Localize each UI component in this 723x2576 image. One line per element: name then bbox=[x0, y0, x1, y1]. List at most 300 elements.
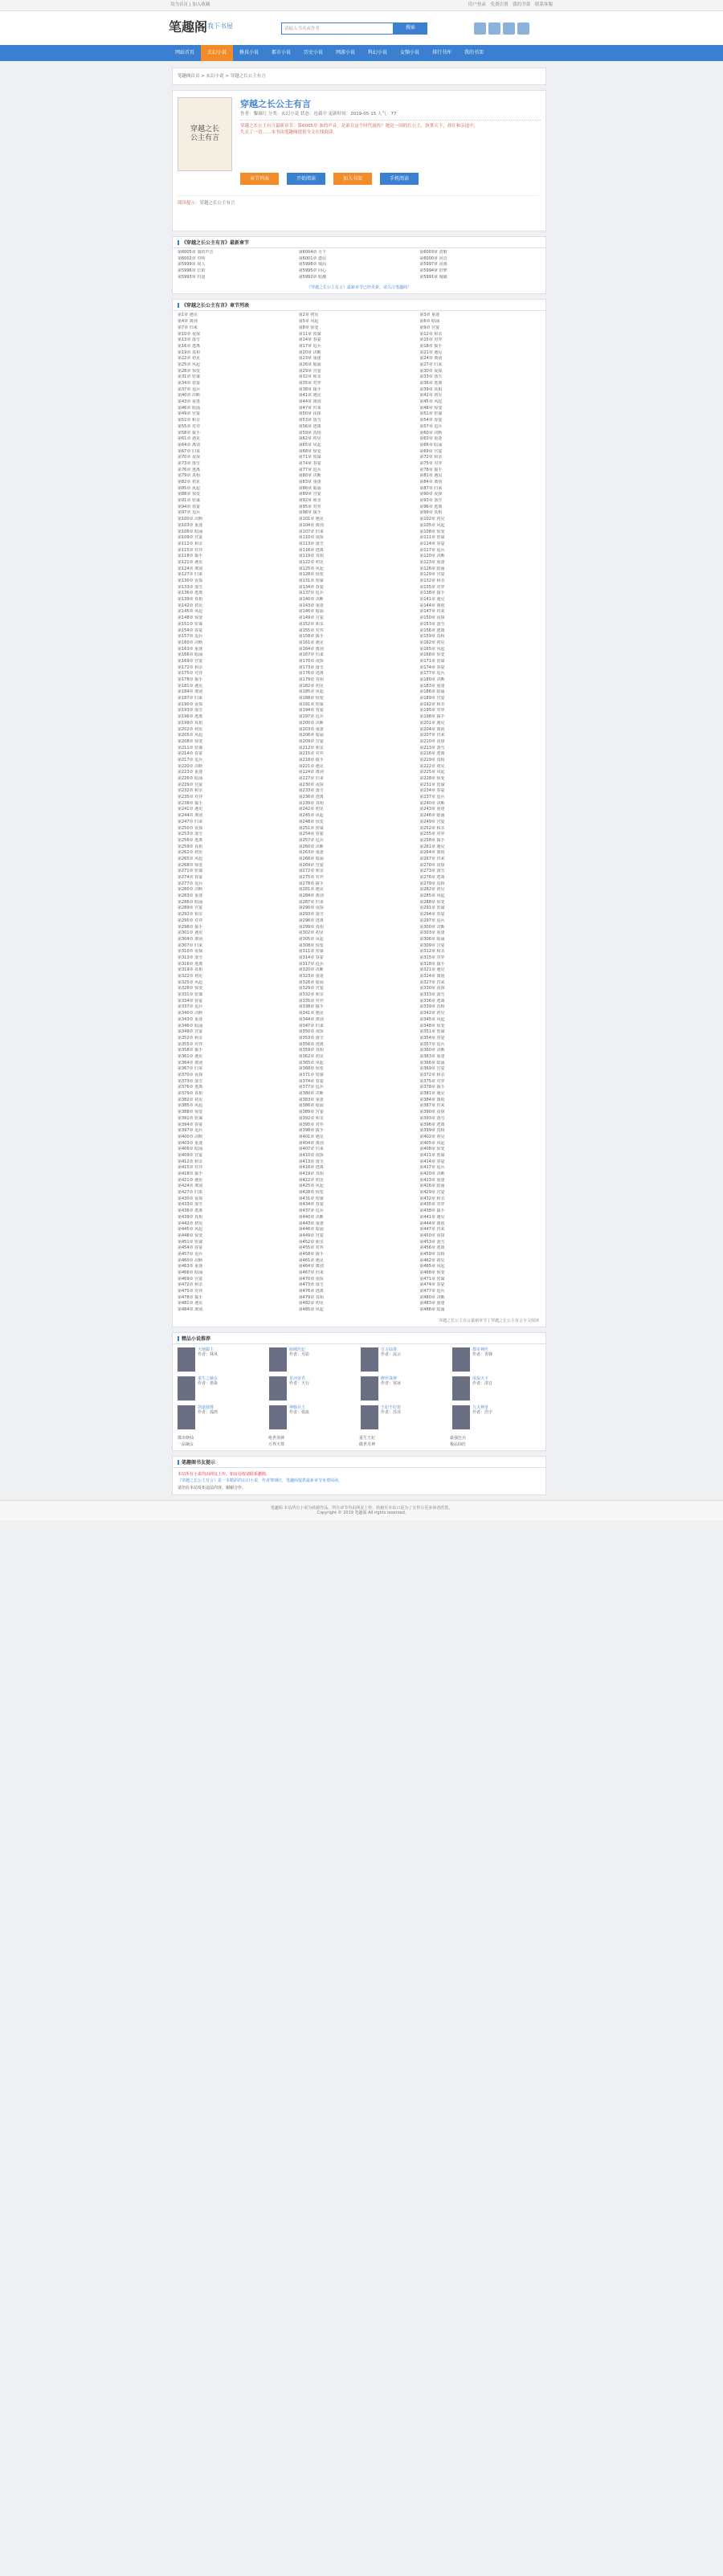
chapter-link[interactable]: 第126章 暗涌 bbox=[419, 566, 445, 571]
chapter-link[interactable]: 第188章 惊变 bbox=[298, 696, 324, 701]
chapter-link[interactable]: 第185章 风起 bbox=[298, 689, 324, 695]
chapter-link[interactable]: 第306章 暗涌 bbox=[419, 936, 445, 942]
chapter-link[interactable]: 第268章 惊变 bbox=[178, 862, 203, 868]
more-link[interactable]: 傲世丹神 bbox=[359, 1441, 376, 1447]
chapter-link[interactable]: 第5995章 问心 bbox=[298, 268, 326, 274]
chapter-link[interactable]: 第107章 归来 bbox=[298, 529, 324, 534]
chapter-link[interactable]: 第61章 遇见 bbox=[178, 436, 200, 442]
chapter-link[interactable]: 第463章 重逢 bbox=[178, 1264, 203, 1270]
chapter-link[interactable]: 第153章 落雪 bbox=[419, 621, 445, 627]
chapter-link[interactable]: 第226章 暗涌 bbox=[178, 776, 203, 781]
recommend-cover[interactable] bbox=[452, 1376, 470, 1400]
chapter-link[interactable]: 第222章 初见 bbox=[419, 763, 445, 769]
chapter-link[interactable]: 第71章 密谋 bbox=[298, 455, 321, 460]
chapter-link[interactable]: 第21章 遇见 bbox=[419, 350, 443, 355]
chapter-link[interactable]: 第137章 追兵 bbox=[298, 591, 324, 596]
chapter-link[interactable]: 第6002章 对峙 bbox=[178, 256, 206, 261]
chapter-link[interactable]: 第176章 逃离 bbox=[298, 671, 324, 677]
chapter-link[interactable]: 第28章 惊变 bbox=[178, 368, 200, 374]
chapter-link[interactable]: 第59章 真相 bbox=[298, 430, 321, 435]
chapter-link[interactable]: 第292章 和亲 bbox=[178, 912, 203, 918]
chapter-link[interactable]: 第407章 归来 bbox=[298, 1147, 324, 1152]
chapter-link[interactable]: 第238章 援手 bbox=[178, 800, 203, 806]
chapter-link[interactable]: 第20章 决断 bbox=[298, 350, 321, 355]
chapter-link[interactable]: 第91章 密谋 bbox=[178, 498, 200, 504]
chapter-link[interactable]: 第198章 援手 bbox=[419, 714, 445, 720]
more-link[interactable]: 最强狂兵 bbox=[450, 1435, 467, 1441]
chapter-link[interactable]: 第195章 对弈 bbox=[419, 708, 445, 714]
chapter-link[interactable]: 第389章 宫宴 bbox=[298, 1110, 324, 1115]
chapter-link[interactable]: 第172章 和亲 bbox=[178, 664, 203, 670]
nav-item[interactable]: 历史小说 bbox=[303, 50, 323, 55]
chapter-link[interactable]: 第482章 初见 bbox=[298, 1301, 324, 1306]
chapter-link[interactable]: 第16章 逃离 bbox=[178, 343, 200, 349]
chapter-link[interactable]: 第304章 离别 bbox=[178, 936, 203, 942]
chapter-link[interactable]: 第15章 对弈 bbox=[419, 337, 443, 343]
chapter-link[interactable]: 第242章 初见 bbox=[298, 807, 324, 812]
chapter-link[interactable]: 第180章 决断 bbox=[419, 677, 445, 682]
chapter-link[interactable]: 第127章 归来 bbox=[178, 572, 203, 578]
chapter-link[interactable]: 第451章 密谋 bbox=[178, 1239, 203, 1245]
chapter-link[interactable]: 第278章 援手 bbox=[298, 881, 324, 886]
chapter-link[interactable]: 第45章 风起 bbox=[419, 399, 443, 405]
chapter-link[interactable]: 第300章 决断 bbox=[419, 924, 445, 930]
chapter-link[interactable]: 第189章 宫宴 bbox=[419, 696, 445, 701]
chapter-list-button[interactable]: 章节列表 bbox=[240, 173, 279, 185]
chapter-link[interactable]: 第424章 离别 bbox=[178, 1184, 203, 1189]
chapter-link[interactable]: 第27章 归来 bbox=[419, 362, 443, 367]
chapter-link[interactable]: 第6005章 血的声音 bbox=[178, 250, 214, 255]
chapter-link[interactable]: 第48章 惊变 bbox=[419, 405, 443, 411]
chapter-link[interactable]: 第480章 决断 bbox=[419, 1294, 445, 1300]
chapter-link[interactable]: 第260章 决断 bbox=[298, 844, 324, 849]
weibo-icon[interactable] bbox=[474, 22, 486, 35]
chapter-link[interactable]: 第341章 遇见 bbox=[298, 1011, 324, 1016]
chapter-link[interactable]: 第96章 逃离 bbox=[419, 504, 443, 509]
chapter-link[interactable]: 第8章 惊变 bbox=[298, 325, 319, 330]
chapter-link[interactable]: 第385章 风起 bbox=[178, 1103, 203, 1109]
chapter-link[interactable]: 第378章 援手 bbox=[419, 1085, 445, 1090]
chapter-link[interactable]: 第174章 春宴 bbox=[419, 664, 445, 670]
chapter-link[interactable]: 第13章 落雪 bbox=[178, 337, 200, 343]
chapter-link[interactable]: 第359章 真相 bbox=[298, 1048, 324, 1053]
chapter-link[interactable]: 第219章 真相 bbox=[419, 757, 445, 763]
chapter-link[interactable]: 第255章 对弈 bbox=[419, 832, 445, 837]
chapter-link[interactable]: 第476章 逃离 bbox=[298, 1289, 324, 1294]
chapter-link[interactable]: 第86章 暗涌 bbox=[298, 485, 321, 491]
chapter-link[interactable]: 第75章 对弈 bbox=[419, 460, 443, 466]
chapter-link[interactable]: 第194章 春宴 bbox=[298, 708, 324, 714]
chapter-link[interactable]: 第418章 援手 bbox=[178, 1171, 203, 1176]
more-link[interactable]: 绝世剑神 bbox=[268, 1435, 285, 1441]
chapter-link[interactable]: 第375章 对弈 bbox=[419, 1078, 445, 1084]
chapter-link[interactable]: 第149章 宫宴 bbox=[298, 615, 324, 621]
chapter-link[interactable]: 第374章 春宴 bbox=[298, 1078, 324, 1084]
chapter-link[interactable]: 第438章 援手 bbox=[419, 1208, 445, 1214]
chapter-link[interactable]: 第191章 密谋 bbox=[298, 701, 324, 707]
add-bookshelf-button[interactable]: 加入书架 bbox=[333, 173, 372, 185]
chapter-link[interactable]: 第275章 对弈 bbox=[298, 875, 324, 880]
chapter-link[interactable]: 第317章 追兵 bbox=[298, 961, 324, 967]
chapter-link[interactable]: 第37章 追兵 bbox=[178, 386, 200, 392]
chapter-link[interactable]: 第366章 暗涌 bbox=[419, 1060, 445, 1065]
recommend-cover[interactable] bbox=[361, 1347, 378, 1372]
nav-item[interactable]: 网站首页 bbox=[174, 50, 194, 55]
chapter-link[interactable]: 第106章 暗涌 bbox=[178, 529, 203, 534]
chapter-link[interactable]: 第253章 落雪 bbox=[178, 832, 203, 837]
nav-item[interactable]: 排行书库 bbox=[431, 50, 451, 55]
chapter-link[interactable]: 第214章 春宴 bbox=[178, 751, 203, 757]
chapter-link[interactable]: 第322章 初见 bbox=[178, 974, 203, 979]
chapter-link[interactable]: 第358章 援手 bbox=[178, 1048, 203, 1053]
chapter-link[interactable]: 第441章 遇见 bbox=[419, 1214, 445, 1220]
chapter-link[interactable]: 第446章 暗涌 bbox=[298, 1227, 324, 1233]
chapter-link[interactable]: 第265章 风起 bbox=[178, 856, 203, 861]
chapter-link[interactable]: 第395章 对弈 bbox=[298, 1122, 324, 1127]
chapter-link[interactable]: 第152章 和亲 bbox=[298, 621, 324, 627]
chapter-link[interactable]: 第119章 真相 bbox=[298, 554, 324, 559]
chapter-link[interactable]: 第39章 真相 bbox=[419, 386, 443, 392]
chapter-link[interactable]: 第237章 追兵 bbox=[419, 795, 445, 800]
chapter-link[interactable]: 第110章 夜探 bbox=[298, 535, 324, 541]
chapter-link[interactable]: 第166章 暗涌 bbox=[178, 652, 203, 658]
chapter-link[interactable]: 第171章 密谋 bbox=[419, 658, 445, 664]
chapter-link[interactable]: 第165章 风起 bbox=[419, 646, 445, 652]
chapter-link[interactable]: 第30章 夜探 bbox=[419, 368, 443, 374]
chapter-link[interactable]: 第215章 对弈 bbox=[298, 751, 324, 757]
chapter-link[interactable]: 第68章 惊变 bbox=[298, 448, 321, 454]
chapter-link[interactable]: 第245章 风起 bbox=[298, 813, 324, 819]
recommend-item[interactable] bbox=[269, 1376, 357, 1400]
chapter-link[interactable]: 第475章 对弈 bbox=[178, 1289, 203, 1294]
chapter-link[interactable]: 第435章 对弈 bbox=[419, 1202, 445, 1208]
chapter-link[interactable]: 第7章 归来 bbox=[178, 325, 198, 330]
more-link[interactable]: 都市修仙 bbox=[178, 1435, 194, 1441]
chapter-link[interactable]: 第340章 决断 bbox=[178, 1011, 203, 1016]
chapter-link[interactable]: 第64章 离别 bbox=[178, 442, 200, 448]
chapter-link[interactable]: 第63章 重逢 bbox=[419, 436, 443, 442]
site-logo[interactable]: 笔趣阁 bbox=[169, 19, 208, 35]
chapter-link[interactable]: 第326章 暗涌 bbox=[298, 979, 324, 985]
chapter-link[interactable]: 第391章 密谋 bbox=[178, 1115, 203, 1121]
chapter-link[interactable]: 第364章 离别 bbox=[178, 1060, 203, 1065]
chapter-link[interactable]: 第324章 离别 bbox=[419, 974, 445, 979]
chapter-link[interactable]: 第396章 逃离 bbox=[419, 1122, 445, 1127]
chapter-link[interactable]: 第387章 归来 bbox=[419, 1103, 445, 1109]
chapter-link[interactable]: 第379章 真相 bbox=[178, 1091, 203, 1097]
chapter-link[interactable]: 第404章 离别 bbox=[298, 1140, 324, 1146]
chapter-link[interactable]: 第313章 落雪 bbox=[178, 955, 203, 960]
chapter-link[interactable]: 第371章 密谋 bbox=[298, 1073, 324, 1077]
chapter-link[interactable]: 第320章 决断 bbox=[298, 967, 324, 973]
chapter-link[interactable]: 第199章 真相 bbox=[178, 720, 203, 726]
recommend-item[interactable] bbox=[452, 1347, 541, 1372]
chapter-link[interactable]: 第281章 遇见 bbox=[298, 887, 324, 893]
chapter-link[interactable]: 第293章 落雪 bbox=[298, 912, 324, 918]
recommend-cover[interactable] bbox=[269, 1376, 287, 1400]
chapter-link[interactable]: 第216章 逃离 bbox=[419, 751, 445, 757]
chapter-link[interactable]: 第221章 遇见 bbox=[298, 763, 324, 769]
recommend-item[interactable] bbox=[178, 1376, 266, 1400]
chapter-link[interactable]: 第154章 春宴 bbox=[178, 628, 203, 633]
chapter-link[interactable]: 第55章 对弈 bbox=[178, 423, 200, 429]
chapter-link[interactable]: 第3章 重逢 bbox=[419, 313, 440, 318]
chapter-link[interactable]: 第453章 落雪 bbox=[419, 1239, 445, 1245]
top-left-links[interactable]: 设为首页 | 加入收藏 bbox=[170, 2, 210, 8]
chapter-link[interactable]: 第291章 密谋 bbox=[419, 906, 445, 911]
chapter-link[interactable]: 第244章 离别 bbox=[178, 813, 203, 819]
chapter-link[interactable]: 第316章 逃离 bbox=[178, 961, 203, 967]
more-link[interactable]: 万界天尊 bbox=[268, 1441, 285, 1447]
chapter-link[interactable]: 第151章 密谋 bbox=[178, 621, 203, 627]
chapter-link[interactable]: 第355章 对弈 bbox=[178, 1041, 203, 1047]
chapter-link[interactable]: 第158章 援手 bbox=[298, 634, 324, 640]
chapter-link[interactable]: 第139章 真相 bbox=[178, 597, 203, 603]
chapter-link[interactable]: 第272章 和亲 bbox=[298, 869, 324, 874]
chapter-link[interactable]: 第368章 惊变 bbox=[298, 1066, 324, 1072]
chapter-link[interactable]: 第399章 真相 bbox=[419, 1128, 445, 1134]
chapter-link[interactable]: 第112章 和亲 bbox=[178, 541, 203, 546]
chapter-link[interactable]: 第439章 真相 bbox=[178, 1214, 203, 1220]
chapter-link[interactable]: 第164章 离别 bbox=[298, 646, 324, 652]
chapter-link[interactable]: 第427章 归来 bbox=[178, 1190, 203, 1196]
search-button[interactable]: 搜索 bbox=[394, 22, 427, 35]
chapter-link[interactable]: 第76章 逃离 bbox=[178, 467, 200, 472]
chapter-link[interactable]: 第347章 归来 bbox=[298, 1023, 324, 1028]
chapter-link[interactable]: 第42章 初见 bbox=[419, 393, 443, 399]
chapter-link[interactable]: 第220章 决断 bbox=[178, 763, 203, 769]
chapter-link[interactable]: 第477章 追兵 bbox=[419, 1289, 445, 1294]
chapter-link[interactable]: 第333章 落雪 bbox=[419, 992, 445, 998]
chapter-link[interactable]: 第373章 落雪 bbox=[178, 1078, 203, 1084]
chapter-link[interactable]: 第123章 重逢 bbox=[419, 559, 445, 565]
chapter-link[interactable]: 第382章 初见 bbox=[178, 1097, 203, 1102]
chapter-link[interactable]: 第256章 逃离 bbox=[178, 837, 203, 843]
chapter-link[interactable]: 第155章 对弈 bbox=[298, 628, 324, 633]
chapter-link[interactable]: 第353章 落雪 bbox=[298, 1035, 324, 1041]
recommend-cover[interactable] bbox=[452, 1347, 470, 1372]
chapter-link[interactable]: 第142章 初见 bbox=[178, 603, 203, 608]
more-link[interactable]: 一品嫡女 bbox=[178, 1441, 194, 1447]
chapter-link[interactable]: 第146章 暗涌 bbox=[298, 609, 324, 615]
chapter-link[interactable]: 第205章 风起 bbox=[178, 733, 203, 738]
chapter-link[interactable]: 第70章 夜探 bbox=[178, 455, 200, 460]
chapter-link[interactable]: 第145章 风起 bbox=[178, 609, 203, 615]
recommend-item[interactable] bbox=[452, 1376, 541, 1400]
chapter-link[interactable]: 第168章 惊变 bbox=[419, 652, 445, 658]
chapter-link[interactable]: 第365章 风起 bbox=[298, 1060, 324, 1065]
chapter-link[interactable]: 第297章 追兵 bbox=[419, 918, 445, 923]
chapter-link[interactable]: 第352章 和亲 bbox=[178, 1035, 203, 1041]
chapter-link[interactable]: 第432章 和亲 bbox=[419, 1196, 445, 1201]
chapter-link[interactable]: 第10章 夜探 bbox=[178, 331, 200, 337]
chapter-link[interactable]: 第200章 决断 bbox=[298, 720, 324, 726]
chapter-link[interactable]: 第207章 归来 bbox=[419, 733, 445, 738]
nav-item[interactable]: 女频小说 bbox=[399, 50, 419, 55]
chapter-link[interactable]: 第323章 重逢 bbox=[298, 974, 324, 979]
chapter-link[interactable]: 第78章 援手 bbox=[419, 467, 443, 472]
chapter-link[interactable]: 第5992章 暗潮 bbox=[298, 274, 326, 280]
chapter-link[interactable]: 第419章 真相 bbox=[298, 1171, 324, 1176]
chapter-link[interactable]: 第148章 惊变 bbox=[178, 615, 203, 621]
chapter-link[interactable]: 第229章 宫宴 bbox=[178, 782, 203, 787]
chapter-link[interactable]: 第24章 离别 bbox=[419, 356, 443, 362]
chapter-link[interactable]: 第162章 初见 bbox=[419, 640, 445, 645]
chapter-link[interactable]: 第342章 初见 bbox=[419, 1011, 445, 1016]
chapter-link[interactable]: 第455章 对弈 bbox=[298, 1245, 324, 1251]
chapter-link[interactable]: 第94章 春宴 bbox=[178, 504, 200, 509]
chapter-link[interactable]: 第284章 离别 bbox=[298, 893, 324, 899]
chapter-link[interactable]: 第206章 暗涌 bbox=[298, 733, 324, 738]
chapter-link[interactable]: 第53章 落雪 bbox=[298, 418, 321, 423]
bookshelf-link[interactable]: 我的书架 bbox=[513, 2, 531, 8]
chapter-link[interactable]: 第298章 援手 bbox=[178, 924, 203, 930]
chapter-link[interactable]: 第186章 暗涌 bbox=[419, 689, 445, 695]
recommend-cover[interactable] bbox=[269, 1347, 287, 1372]
chapter-link[interactable]: 第117章 追兵 bbox=[419, 547, 445, 553]
chapter-link[interactable]: 第338章 援手 bbox=[298, 1004, 324, 1010]
chapter-link[interactable]: 第310章 夜探 bbox=[178, 949, 203, 955]
chapter-link[interactable]: 第357章 追兵 bbox=[419, 1041, 445, 1047]
chapter-link[interactable]: 第327章 归来 bbox=[419, 979, 445, 985]
chapter-link[interactable]: 第270章 夜探 bbox=[419, 862, 445, 868]
chapter-link[interactable]: 第43章 重逢 bbox=[178, 399, 200, 405]
chapter-link[interactable]: 第46章 暗涌 bbox=[178, 405, 200, 411]
chapter-link[interactable]: 第163章 重逢 bbox=[178, 646, 203, 652]
chapter-link[interactable]: 第405章 风起 bbox=[419, 1140, 445, 1146]
chapter-link[interactable]: 第159章 真相 bbox=[419, 634, 445, 640]
chapter-link[interactable]: 第230章 夜探 bbox=[298, 782, 324, 787]
chapter-link[interactable]: 第33章 落雪 bbox=[419, 374, 443, 380]
chapter-link[interactable]: 第29章 宫宴 bbox=[298, 368, 321, 374]
more-link[interactable]: 极品仙医 bbox=[450, 1441, 467, 1447]
chapter-link[interactable]: 第289章 宫宴 bbox=[178, 906, 203, 911]
chapter-link[interactable]: 第416章 逃离 bbox=[298, 1165, 324, 1171]
chapter-link[interactable]: 第5991章 城破 bbox=[419, 274, 447, 280]
chapter-link[interactable]: 第468章 惊变 bbox=[419, 1270, 445, 1275]
chapter-link[interactable]: 第361章 遇见 bbox=[178, 1053, 203, 1059]
chapter-link[interactable]: 第367章 归来 bbox=[178, 1066, 203, 1072]
nav-item[interactable]: 我的书架 bbox=[464, 50, 484, 55]
chapter-link[interactable]: 第187章 归来 bbox=[178, 696, 203, 701]
chapter-link[interactable]: 第458章 援手 bbox=[298, 1251, 324, 1257]
chapter-link[interactable]: 第325章 风起 bbox=[178, 979, 203, 985]
chapter-link[interactable]: 第135章 对弈 bbox=[419, 584, 445, 590]
contact-link[interactable]: 联系客服 bbox=[534, 2, 553, 8]
chapter-link[interactable]: 第486章 暗涌 bbox=[419, 1307, 445, 1313]
chapter-link[interactable]: 第2章 初见 bbox=[298, 313, 319, 318]
chapter-link[interactable]: 第177章 追兵 bbox=[419, 671, 445, 677]
chapter-link[interactable]: 第115章 对弈 bbox=[178, 547, 203, 553]
chapter-link[interactable]: 第210章 夜探 bbox=[419, 738, 445, 744]
chapter-link[interactable]: 第82章 初见 bbox=[178, 480, 200, 485]
chapter-link[interactable]: 第339章 真相 bbox=[419, 1004, 445, 1010]
chapter-link[interactable]: 第128章 惊变 bbox=[298, 572, 324, 578]
book-cover[interactable] bbox=[178, 97, 232, 171]
chapter-link[interactable]: 第17章 追兵 bbox=[298, 343, 321, 349]
chapter-link[interactable]: 第201章 遇见 bbox=[419, 720, 445, 726]
chapter-link[interactable]: 第450章 夜探 bbox=[419, 1233, 445, 1238]
chapter-link[interactable]: 第9章 宫宴 bbox=[419, 325, 440, 330]
chapter-link[interactable]: 第411章 密谋 bbox=[419, 1152, 445, 1158]
chapter-link[interactable]: 第388章 惊变 bbox=[178, 1110, 203, 1115]
chapter-link[interactable]: 第69章 宫宴 bbox=[419, 448, 443, 454]
chapter-link[interactable]: 第51章 密谋 bbox=[419, 411, 443, 417]
chapter-link[interactable]: 第423章 重逢 bbox=[419, 1177, 445, 1183]
chapter-link[interactable]: 第84章 离别 bbox=[419, 480, 443, 485]
chapter-link[interactable]: 第116章 逃离 bbox=[298, 547, 324, 553]
chapter-link[interactable]: 第307章 归来 bbox=[178, 942, 203, 948]
chapter-link[interactable]: 第403章 重逢 bbox=[178, 1140, 203, 1146]
chapter-link[interactable]: 第231章 密谋 bbox=[419, 782, 445, 787]
chapter-link[interactable]: 第448章 惊变 bbox=[178, 1233, 203, 1238]
chapter-link[interactable]: 第56章 逃离 bbox=[298, 423, 321, 429]
chapter-link[interactable]: 第225章 风起 bbox=[419, 770, 445, 775]
chapter-link[interactable]: 第6000章 回首 bbox=[419, 256, 447, 261]
chapter-link[interactable]: 第425章 风起 bbox=[298, 1184, 324, 1189]
chapter-link[interactable]: 第90章 夜探 bbox=[419, 492, 443, 497]
chapter-link[interactable]: 第60章 决断 bbox=[419, 430, 443, 435]
chapter-link[interactable]: 第362章 初见 bbox=[298, 1053, 324, 1059]
chapter-link[interactable]: 第393章 落雪 bbox=[419, 1115, 445, 1121]
chapter-link[interactable]: 第348章 惊变 bbox=[419, 1023, 445, 1028]
chapter-link[interactable]: 第136章 逃离 bbox=[178, 591, 203, 596]
chapter-link[interactable]: 第74章 春宴 bbox=[298, 460, 321, 466]
chapter-link[interactable]: 第479章 真相 bbox=[298, 1294, 324, 1300]
chapter-link[interactable]: 第239章 真相 bbox=[298, 800, 324, 806]
recommend-title[interactable]: 重生之嫡女 bbox=[198, 1376, 219, 1381]
chapter-link[interactable]: 第264章 离别 bbox=[419, 850, 445, 856]
chapter-link[interactable]: 第143章 重逢 bbox=[298, 603, 324, 608]
chapter-link[interactable]: 第169章 宫宴 bbox=[178, 658, 203, 664]
chapter-link[interactable]: 第422章 初见 bbox=[298, 1177, 324, 1183]
recommend-cover[interactable] bbox=[361, 1376, 378, 1400]
chapter-link[interactable]: 第141章 遇见 bbox=[419, 597, 445, 603]
chapter-link[interactable]: 第483章 重逢 bbox=[419, 1301, 445, 1306]
chapter-link[interactable]: 第5997章 夜雨 bbox=[419, 262, 447, 268]
chapter-link[interactable]: 第335章 对弈 bbox=[298, 998, 324, 1004]
chapter-link[interactable]: 第57章 追兵 bbox=[419, 423, 443, 429]
chapter-link[interactable]: 第456章 逃离 bbox=[419, 1245, 445, 1251]
chapter-link[interactable]: 第47章 归来 bbox=[298, 405, 321, 411]
chapter-link[interactable]: 第83章 重逢 bbox=[298, 480, 321, 485]
chapter-link[interactable]: 第376章 逃离 bbox=[178, 1085, 203, 1090]
chapter-link[interactable]: 第262章 初见 bbox=[178, 850, 203, 856]
chapter-link[interactable]: 第408章 惊变 bbox=[419, 1147, 445, 1152]
chapter-link[interactable]: 第40章 决断 bbox=[178, 393, 200, 399]
chapter-link[interactable]: 第436章 逃离 bbox=[178, 1208, 203, 1214]
recommend-cover[interactable] bbox=[269, 1405, 287, 1429]
chapter-link[interactable]: 第140章 决断 bbox=[298, 597, 324, 603]
nav-item[interactable]: 玄幻小说 bbox=[201, 45, 233, 61]
chapter-link[interactable]: 第41章 遇见 bbox=[298, 393, 321, 399]
chapter-link[interactable]: 第250章 夜探 bbox=[178, 825, 203, 831]
mobile-read-button[interactable]: 手机阅读 bbox=[380, 173, 419, 185]
chapter-link[interactable]: 第277章 追兵 bbox=[178, 881, 203, 886]
chapter-link[interactable]: 第346章 暗涌 bbox=[178, 1023, 203, 1028]
chapter-link[interactable]: 第397章 追兵 bbox=[178, 1128, 203, 1134]
chapter-link[interactable]: 第181章 遇见 bbox=[178, 683, 203, 689]
chapter-link[interactable]: 第267章 归来 bbox=[419, 856, 445, 861]
chapter-link[interactable]: 第303章 重逢 bbox=[419, 930, 445, 936]
chapter-link[interactable]: 第203章 重逢 bbox=[298, 726, 324, 732]
qq-icon[interactable] bbox=[488, 22, 500, 35]
chapter-link[interactable]: 第35章 对弈 bbox=[298, 381, 321, 386]
chapter-link[interactable]: 第319章 真相 bbox=[178, 967, 203, 973]
chapter-link[interactable]: 第471章 密谋 bbox=[419, 1276, 445, 1282]
chapter-link[interactable]: 第19章 真相 bbox=[178, 350, 200, 355]
chapter-link[interactable]: 第309章 宫宴 bbox=[419, 942, 445, 948]
